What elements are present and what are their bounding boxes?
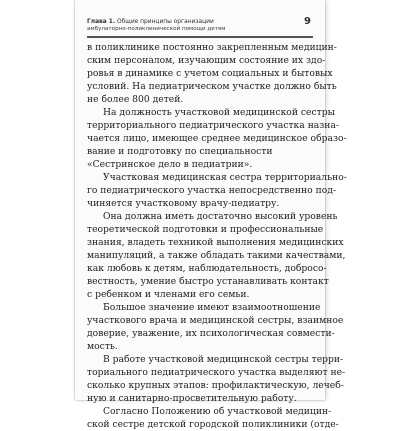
text-line: чается лицо, имеющее среднее медицинское образо- — [87, 133, 347, 144]
text-line: знания, владеть техникой выполнения медицинских — [87, 237, 344, 248]
text-line: В работе участковой медицинской сестры терри- — [103, 354, 344, 365]
page-number: 9 — [304, 16, 311, 27]
text-line: Согласно Положению об участковой медицин- — [103, 406, 332, 417]
text-line: ровья в динамике с учетом социальных и бытовых — [87, 68, 333, 79]
body-text — [87, 41, 347, 431]
text-line: вестность, умение быстро устанавливать контакт — [87, 276, 329, 287]
text-line: ским персоналом, изучающим состояние их здо- — [87, 55, 326, 66]
text-line: в поликлинике постоянно закрепленным медицин- — [87, 42, 337, 53]
running-header — [87, 19, 313, 33]
book-page — [75, 0, 347, 430]
text-line: территориального педиатрического участка назна- — [87, 120, 340, 131]
text-line: с ребенком и членами его семьи. — [87, 289, 250, 300]
text-line: доверие, уважение, их психологическая совмести- — [87, 328, 335, 339]
text-line: Участковая медицинская сестра территориально- — [103, 172, 347, 183]
header-title-line2: амбулаторно-поликлинической помощи детям — [87, 26, 226, 32]
header-title-line1: Общие принципы организации — [117, 19, 214, 25]
text-line: теоретической подготовки и профессиональные — [87, 224, 324, 235]
text-line: ную и санитарно-просветительную работу. — [87, 393, 297, 404]
text-line: го педиатрического участка непосредственно под- — [87, 185, 336, 196]
text-line: условий. На педиатрическом участке должно быть — [87, 81, 337, 92]
text-line: На должность участковой медицинской сестры — [103, 107, 335, 118]
text-line: ской сестре детской городской поликлиники (отде- — [87, 419, 339, 430]
text-line: «Сестринское дело в педиатрии». — [87, 159, 253, 170]
text-line: манипуляций, а также обладать такими качествами, — [87, 250, 346, 261]
text-line: сколько крупных этапов: профилактическую, лечеб- — [87, 380, 344, 391]
text-line: мость. — [87, 341, 118, 352]
text-line: Она должна иметь достаточно высокий уровень — [103, 211, 338, 222]
chapter-label: Глава 1. — [87, 19, 116, 25]
header-divider — [87, 36, 313, 38]
text-line: как любовь к детям, наблюдательность, добросо- — [87, 263, 327, 274]
text-line: не более 800 детей. — [87, 94, 184, 105]
text-line: ториального педиатрического участка выделяют не- — [87, 367, 346, 378]
text-line: Большое значение имеют взаимоотношение — [103, 302, 321, 313]
text-line: участкового врача и медицинской сестры, взаимное — [87, 315, 344, 326]
text-line: вание и подготовку по специальности — [87, 146, 273, 157]
text-line: чиняется участковому врачу-педиатру. — [87, 198, 280, 209]
